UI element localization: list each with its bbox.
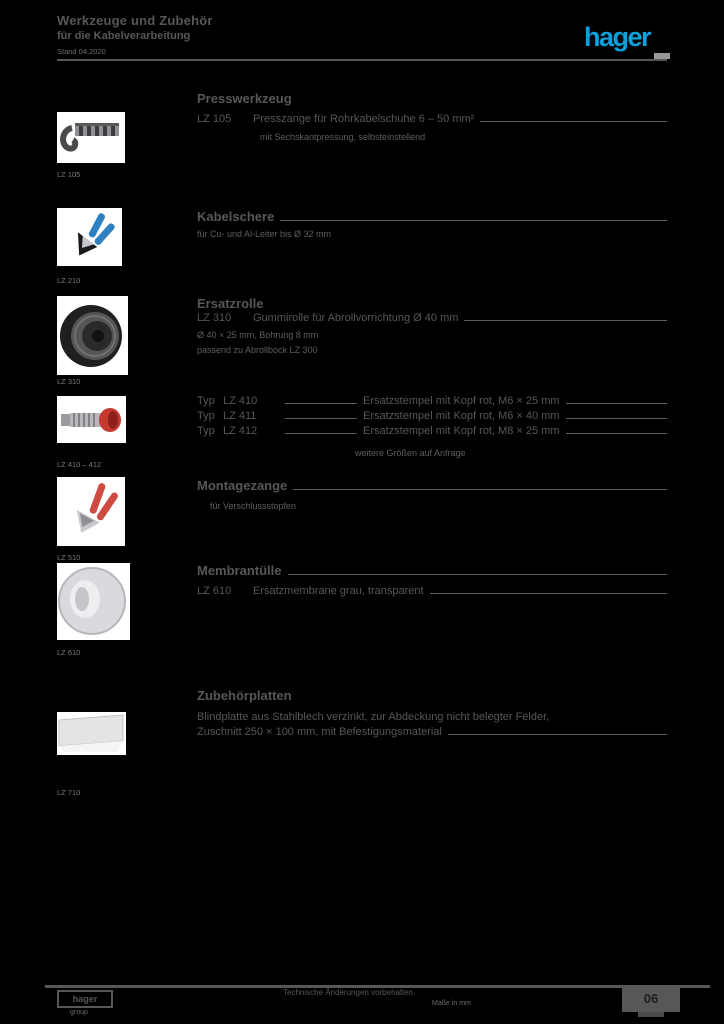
header-tab-marker — [654, 53, 670, 59]
crimping-tool-image — [57, 112, 125, 163]
product-note: passend zu Abrollbock LZ 300 — [197, 345, 318, 355]
product-line — [197, 425, 667, 437]
product-note: für Cu- und Al-Leiter bis Ø 32 mm — [197, 229, 332, 239]
leader-rule — [448, 734, 667, 735]
leader-rule — [288, 574, 667, 575]
page-subtitle: für die Kabelverarbeitung — [57, 30, 191, 42]
product-ref: LZ 710 — [57, 788, 81, 797]
blind-plate-image — [57, 712, 126, 755]
product-photo-cable-shears — [57, 208, 122, 266]
leader-rule — [280, 220, 667, 221]
type-label: Typ — [197, 395, 215, 407]
product-desc: Gummirolle für Abrollvorrichtung Ø 40 mm — [253, 312, 459, 324]
product-note: mit Sechskantpressung, selbsteinstellend — [260, 132, 426, 142]
product-note: weitere Größen auf Anfrage — [355, 448, 466, 458]
page-number-tab — [622, 985, 680, 1012]
product-code: LZ 105 — [197, 113, 232, 125]
leader-rule — [293, 489, 667, 490]
product-ref: LZ 510 — [57, 553, 81, 562]
product-line — [197, 312, 667, 324]
product-desc: Ersatzstempel mit Kopf rot, M6 × 40 mm — [363, 410, 560, 422]
product-photo-membrane-grommet — [57, 563, 130, 640]
leader-rule — [566, 403, 667, 404]
footer-logo-sub: group — [70, 1009, 88, 1016]
product-code: LZ 410 — [223, 395, 258, 407]
product-line — [197, 726, 667, 738]
product-code: LZ 411 — [223, 410, 257, 422]
footer-units-note: Maße in mm — [432, 1000, 471, 1007]
product-desc: Ersatzstempel mit Kopf rot, M8 × 25 mm — [363, 425, 560, 437]
leader-rule — [464, 320, 667, 321]
product-code: LZ 610 — [197, 585, 232, 597]
product-paragraph: Zuschnitt 250 × 100 mm, mit Befestigungsmaterial — [197, 726, 442, 738]
product-heading: Montagezange — [197, 478, 288, 493]
rubber-roller-image — [57, 296, 128, 375]
product-line — [197, 563, 667, 578]
product-photo-assembly-pliers — [57, 477, 125, 546]
leader-rule — [430, 593, 667, 594]
product-ref: LZ 105 — [57, 170, 81, 179]
product-heading: Ersatzrolle — [197, 296, 264, 311]
product-heading: Presswerkzeug — [197, 91, 292, 106]
product-line — [197, 478, 667, 493]
section-heading: Zubehörplatten — [197, 688, 292, 703]
product-photo-punch-pin — [57, 396, 126, 443]
product-line — [197, 585, 667, 597]
page-title: Werkzeuge und Zubehör — [57, 13, 213, 28]
product-photo-rubber-roller — [57, 296, 128, 375]
product-heading: Kabelschere — [197, 209, 275, 224]
header-rule — [57, 59, 667, 61]
product-line — [197, 410, 667, 422]
membrane-grommet-image — [57, 563, 130, 640]
product-photo-blind-plate — [57, 712, 126, 755]
product-ref: LZ 410 – 412 — [57, 460, 102, 469]
product-code: LZ 412 — [223, 425, 258, 437]
leader-rule — [285, 433, 357, 434]
type-label: Typ — [197, 425, 215, 437]
type-label: Typ — [197, 410, 215, 422]
leader-rule — [480, 121, 667, 122]
footer-logo-box — [57, 990, 113, 1008]
footer-logo-text: hager — [72, 994, 98, 1004]
cable-shears-image — [57, 208, 122, 266]
edition-label: Stand 04.2020 — [57, 47, 106, 56]
product-photo-crimping-tool — [57, 112, 125, 163]
product-heading: Membrantülle — [197, 563, 282, 578]
assembly-pliers-image — [57, 477, 125, 546]
product-paragraph: Blindplatte aus Stahlblech verzinkt, zur Abdeckung nicht belegter Felder, — [197, 711, 550, 723]
product-desc: Ersatzmembrane grau, transparent — [253, 585, 424, 597]
hager-logo: hager — [584, 22, 651, 52]
leader-rule — [285, 418, 357, 419]
punch-pin-image — [57, 396, 126, 443]
product-line — [197, 395, 667, 407]
product-note: Ø 40 × 25 mm, Bohrung 8 mm — [197, 330, 319, 340]
product-ref: LZ 210 — [57, 276, 81, 285]
product-line — [197, 209, 667, 224]
leader-rule — [566, 433, 667, 434]
leader-rule — [566, 418, 667, 419]
product-code: LZ 310 — [197, 312, 232, 324]
product-desc: Ersatzstempel mit Kopf rot, M6 × 25 mm — [363, 395, 560, 407]
product-desc: Presszange für Rohrkabelschuhe 6 – 50 mm² — [253, 113, 475, 125]
page-number: 06 — [643, 991, 659, 1006]
leader-rule — [285, 403, 357, 404]
product-ref: LZ 310 — [57, 377, 81, 386]
product-note: für Verschlussstopfen — [210, 501, 297, 511]
footer-notice: Technische Änderungen vorbehalten. — [283, 988, 416, 997]
page-tab-footer-marker — [638, 1012, 664, 1017]
product-ref: LZ 610 — [57, 648, 81, 657]
product-line — [197, 113, 667, 125]
